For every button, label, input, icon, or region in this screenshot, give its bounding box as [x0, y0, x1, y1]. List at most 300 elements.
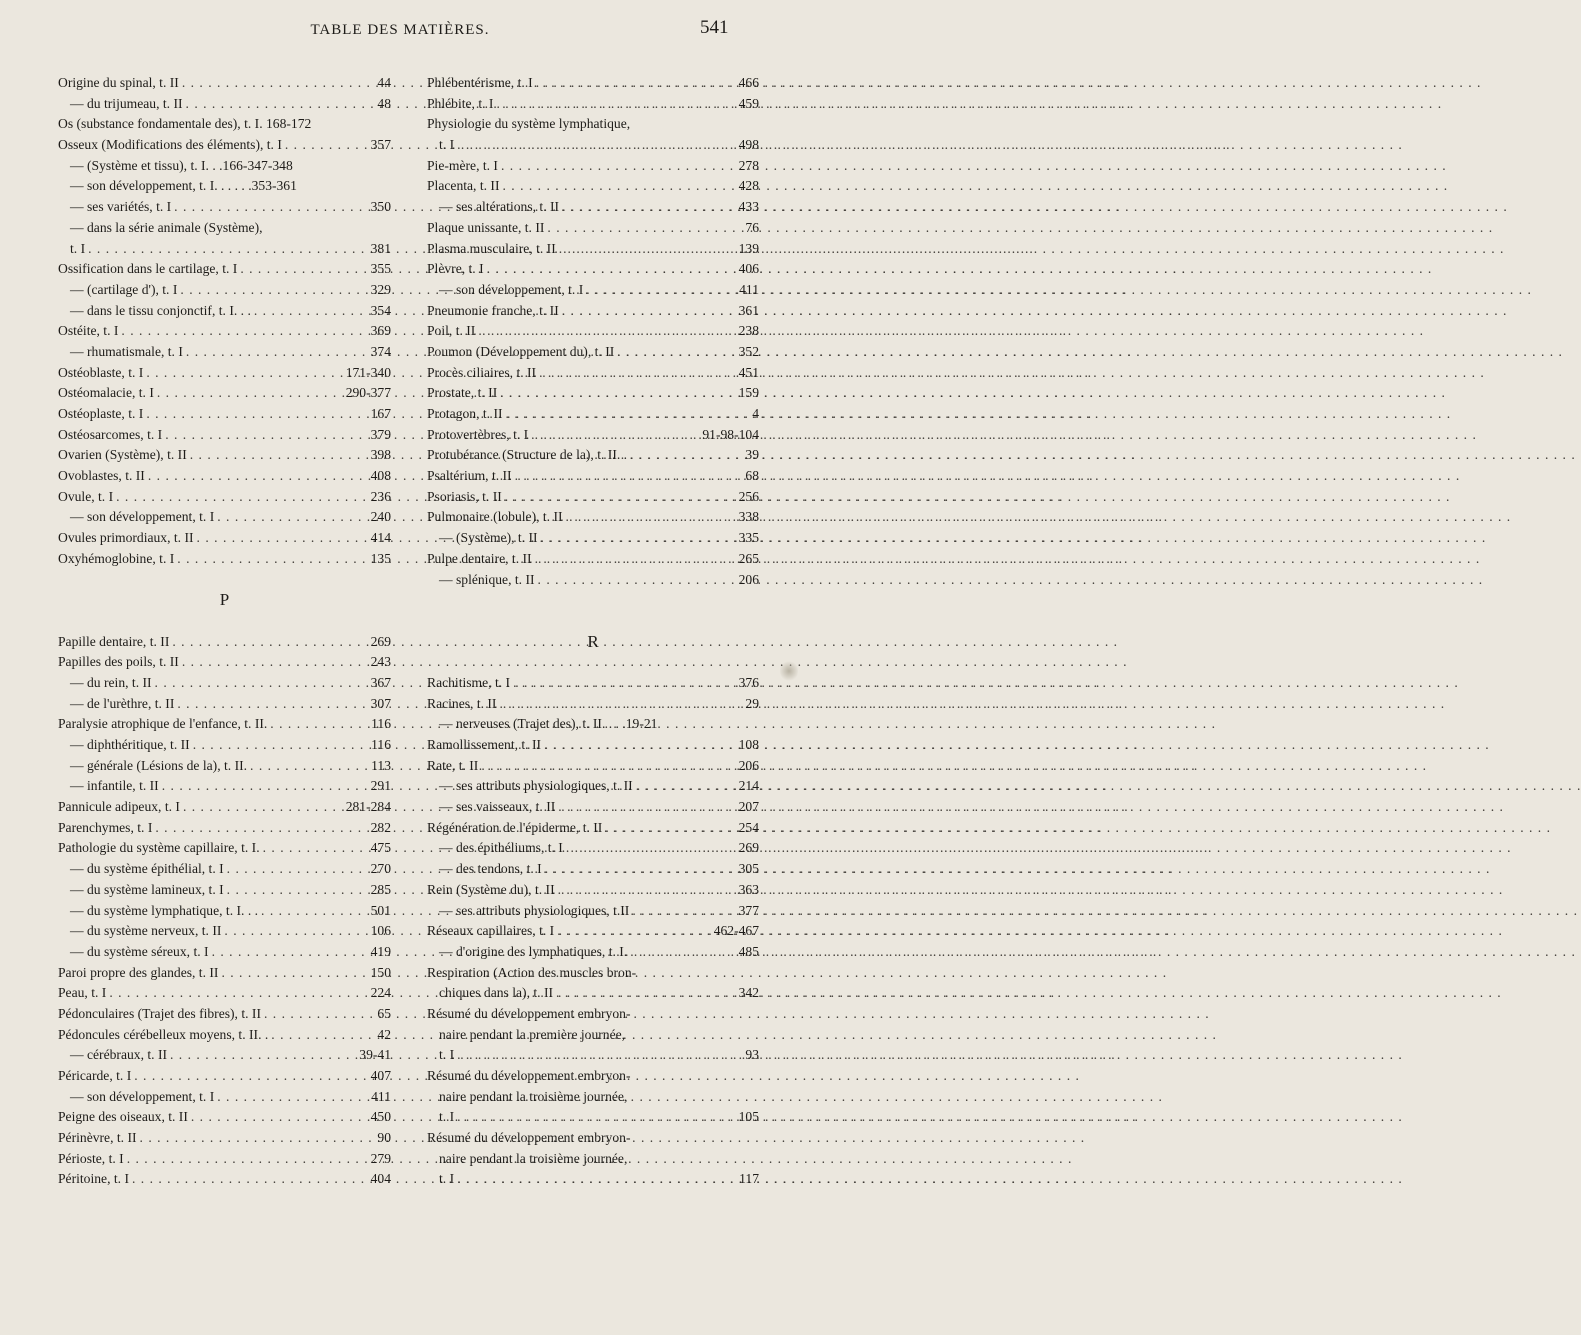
entry-text: Poil, t. II	[427, 323, 476, 339]
dot-leader	[605, 818, 735, 839]
dot-leader	[513, 673, 736, 694]
index-column-left	[58, 73, 391, 1190]
index-entry	[427, 756, 759, 777]
dot-leader	[116, 487, 367, 508]
dot-leader	[221, 963, 367, 984]
dot-leader	[539, 363, 736, 384]
index-entry	[58, 1149, 391, 1170]
spacer	[427, 590, 759, 611]
index-entry	[427, 1169, 759, 1190]
dot-leader	[457, 1045, 742, 1066]
dot-leader	[270, 714, 368, 735]
dot-leader	[505, 487, 736, 508]
entry-text: — des tendons, t. I	[439, 861, 542, 877]
dot-leader	[240, 259, 367, 280]
index-entry	[427, 259, 759, 280]
entry-text: — du trijumeau, t. II	[70, 95, 183, 111]
entry-page: 411	[371, 1088, 391, 1104]
index-entry	[58, 880, 391, 901]
dot-leader	[127, 1149, 368, 1170]
entry-page: 342	[738, 985, 759, 1001]
index-entry	[58, 425, 391, 446]
entry-page: 240	[370, 509, 391, 525]
dot-leader	[457, 135, 736, 156]
entry-page: 329	[370, 281, 391, 297]
entry-page: 350	[370, 199, 391, 215]
entry-page: 338	[738, 509, 759, 525]
entry-page: 407	[370, 1068, 391, 1083]
index-entry	[427, 135, 759, 156]
entry-text: — ses altérations, t. II	[439, 199, 560, 215]
entry-page: 408	[370, 468, 391, 484]
index-entry	[58, 528, 391, 549]
dot-leader	[487, 259, 736, 280]
dot-leader	[531, 425, 699, 446]
entry-page: 381	[370, 240, 391, 256]
index-entry	[427, 1107, 759, 1128]
section-letter: P	[219, 590, 230, 610]
dot-leader	[217, 1087, 368, 1108]
dot-leader	[617, 342, 735, 363]
entry-text: Rein (Système du), t. II	[427, 881, 555, 897]
entry-page: 117	[739, 1171, 759, 1187]
entry-text: — dans la série animale (Système),	[70, 219, 263, 235]
index-entry	[427, 549, 759, 570]
dot-leader	[481, 756, 735, 777]
dot-leader	[182, 652, 368, 673]
entry-page: 398	[370, 447, 391, 463]
dot-leader	[457, 1169, 736, 1190]
entry-text: — son développement, t. I	[70, 509, 215, 525]
entry-text: chiques dans la), t. II	[439, 985, 554, 1001]
index-entry	[427, 94, 759, 115]
entry-text: — du système lymphatique, t. I. . .	[70, 902, 259, 918]
entry-page: 406	[738, 261, 759, 277]
dot-leader	[544, 735, 736, 756]
index-entry	[427, 156, 759, 177]
dot-leader	[499, 694, 742, 715]
dot-leader	[193, 735, 368, 756]
entry-text: — générale (Lésions de la), t. II.	[70, 757, 248, 773]
dot-leader	[559, 239, 736, 260]
entry-page: 48	[377, 95, 391, 111]
index-entry	[427, 714, 759, 735]
entry-page: 355	[370, 261, 391, 277]
entry-text: Pannicule adipeux, t. I	[58, 799, 180, 815]
index-entry	[58, 301, 391, 322]
index-entry	[58, 1004, 391, 1025]
dot-leader	[558, 797, 735, 818]
dot-leader	[146, 363, 342, 384]
index-entry	[58, 156, 391, 177]
entry-page: 451	[738, 364, 759, 380]
entry-page: 352	[738, 343, 759, 359]
index-entry	[58, 859, 391, 880]
index-entry	[427, 963, 759, 984]
dot-leader	[190, 445, 368, 466]
spacer	[58, 570, 391, 591]
entry-text: — cérébraux, t. II	[70, 1047, 167, 1063]
dot-leader	[183, 797, 343, 818]
entry-text: Péricarde, t. I	[58, 1068, 132, 1083]
index-entry	[427, 859, 759, 880]
entry-text: Racines, t. II	[427, 695, 497, 711]
entry-text: Pédoncules cérébelleux moyens, t. II. .	[58, 1026, 269, 1042]
index-entry	[427, 673, 759, 694]
entry-page: 4	[752, 406, 759, 421]
entry-text: t. I	[70, 240, 86, 256]
entry-text: — ses attributs physiologiques, t.II	[439, 902, 630, 918]
entry-text: Périoste, t. I	[58, 1150, 124, 1166]
index-entry	[427, 507, 759, 528]
entry-page: 90	[377, 1130, 391, 1146]
dot-leader	[180, 280, 367, 301]
dot-leader	[121, 321, 367, 342]
entry-text: — ses vaisseaux, t. II	[439, 799, 556, 815]
entry-text: — ses variétés, t. I	[70, 199, 172, 215]
entry-page: 501	[370, 902, 391, 918]
entry-text: Papilles des poils, t. II	[58, 654, 179, 670]
index-entry	[58, 259, 391, 280]
dot-leader	[556, 983, 736, 1004]
entry-text: Ovules primordiaux, t. II	[58, 530, 194, 546]
entry-page: 256	[738, 488, 759, 504]
entry-page: 462-467	[713, 923, 759, 939]
entry-text: naire pendant la troisième journée,	[439, 1088, 628, 1104]
index-entry	[427, 528, 759, 549]
entry-text: Résumé du développement embryon-	[427, 1130, 631, 1146]
dot-leader	[501, 156, 736, 177]
page-number: 541	[700, 17, 729, 38]
dot-leader	[558, 880, 736, 901]
index-entry	[58, 114, 391, 135]
entry-page: 305	[738, 861, 759, 877]
index-entry	[58, 549, 391, 570]
entry-page: 404	[370, 1171, 391, 1187]
entry-text: Parenchymes, t. I	[58, 819, 153, 835]
entry-text: — ses attributs physiologiques, t. II	[439, 778, 633, 794]
index-entry	[58, 632, 391, 653]
entry-page: 376	[738, 674, 759, 690]
entry-page: 485	[738, 943, 759, 959]
index-entry	[58, 1128, 391, 1149]
entry-text: — du système épithélial, t. I	[70, 861, 224, 877]
entry-text: t. I	[439, 137, 455, 153]
dot-leader	[506, 404, 750, 425]
index-entry	[58, 673, 391, 694]
paper-stain	[780, 660, 798, 682]
dot-leader	[212, 942, 368, 963]
entry-text: Procès ciliaires, t. II	[427, 364, 537, 380]
entry-page: 428	[738, 178, 759, 194]
entry-page: 76	[745, 219, 759, 235]
dot-leader	[254, 301, 368, 322]
entry-page: 354	[370, 302, 391, 318]
index-entry	[58, 383, 391, 404]
index-entry	[427, 114, 759, 135]
entry-text: Ramollissement, t. II	[427, 737, 542, 752]
entry-page: 363	[738, 881, 759, 897]
entry-text: Respiration (Action des muscles bron-	[427, 964, 637, 980]
entry-page: 450	[370, 1109, 391, 1125]
entry-text: — (Système et tissu), t. I. . .166-347-348	[70, 157, 293, 173]
index-entry	[58, 239, 391, 260]
index-entry	[427, 818, 759, 839]
entry-text: — son développement, t. I. . . . . .353-361	[70, 178, 297, 194]
entry-text: t. I	[439, 1171, 455, 1187]
entry-page: 269	[738, 840, 759, 856]
entry-page: 411	[739, 281, 759, 297]
entry-text: — des épithéliums, t. I	[439, 840, 563, 856]
index-entry	[427, 197, 759, 218]
index-entry	[58, 983, 391, 1004]
entry-page: 290-377	[345, 385, 391, 401]
entry-text: Rate, t. II	[427, 757, 479, 773]
entry-text: Rachitisme, t. I	[427, 674, 511, 690]
index-entry	[58, 756, 391, 777]
entry-page: 206	[738, 757, 759, 773]
index-entry	[427, 218, 759, 239]
entry-page: 281-284	[345, 799, 391, 815]
dot-leader	[157, 383, 343, 404]
dot-leader	[155, 818, 367, 839]
dot-leader	[562, 301, 736, 322]
index-entry	[58, 135, 391, 156]
index-entry	[427, 735, 759, 756]
entry-page: 167	[370, 406, 391, 421]
entry-page: 113	[371, 757, 391, 773]
entry-page: 159	[738, 385, 759, 401]
index-entry	[58, 714, 391, 735]
index-entry	[427, 1087, 759, 1108]
entry-text: — splénique, t. II	[439, 571, 535, 587]
index-entry	[427, 239, 759, 260]
dot-leader	[177, 549, 367, 570]
dot-leader	[155, 673, 368, 694]
dot-leader	[134, 1066, 367, 1087]
entry-page: 357	[370, 137, 391, 153]
index-entry	[58, 652, 391, 673]
entry-page: 238	[738, 323, 759, 339]
index-entry	[58, 218, 391, 239]
entry-text: Origine du spinal, t. II	[58, 75, 179, 90]
index-entry	[58, 445, 391, 466]
index-entry	[427, 342, 759, 363]
entry-page: 206	[738, 571, 759, 587]
index-entry	[427, 838, 759, 859]
entry-text: Régénération de l'épiderme, t. II	[427, 819, 603, 835]
dot-leader	[515, 466, 743, 487]
index-entry	[58, 1045, 391, 1066]
index-entry	[58, 404, 391, 425]
dot-leader	[562, 197, 736, 218]
entry-text: Oxyhémoglobine, t. I	[58, 550, 175, 566]
spacer	[427, 652, 759, 673]
index-entry	[427, 176, 759, 197]
entry-page: 39-41	[359, 1047, 391, 1063]
entry-page: 361	[738, 302, 759, 318]
running-header: TABLE DES MATIÈRES.	[310, 22, 490, 38]
index-entry	[427, 425, 759, 446]
dot-leader	[227, 859, 368, 880]
entry-text: — nerveuses (Trajet des), t. II. . . .19-21	[439, 716, 658, 732]
entry-text: t. I	[439, 1109, 455, 1125]
index-entry	[427, 404, 759, 425]
dot-leader	[109, 983, 367, 1004]
entry-text: Pneumonie franche, t. II	[427, 302, 559, 318]
index-entry	[427, 776, 759, 797]
entry-page: 374	[370, 343, 391, 359]
entry-page: 93	[745, 1047, 759, 1063]
dot-leader	[261, 901, 368, 922]
dot-leader	[165, 425, 367, 446]
index-entry	[427, 1066, 759, 1087]
entry-page: 116	[371, 737, 391, 752]
entry-page: 224	[370, 985, 391, 1001]
entry-text: Réseaux capillaires, t. I	[427, 923, 555, 939]
entry-text: Plèvre, t. I	[427, 261, 484, 277]
index-entry	[427, 1128, 759, 1149]
entry-page: 377	[738, 902, 759, 918]
dot-leader	[263, 838, 368, 859]
entry-text: Ostéite, t. I	[58, 323, 119, 339]
index-entry	[427, 280, 759, 301]
entry-text: Protagon, t. II	[427, 406, 503, 421]
dot-leader	[496, 94, 735, 115]
entry-page: 68	[745, 468, 759, 484]
entry-text: Pédonculaires (Trajet des fibres), t. II	[58, 1005, 261, 1021]
index-entry	[427, 570, 759, 591]
index-entry	[58, 487, 391, 508]
entry-page: 65	[377, 1005, 391, 1021]
entry-text: — son développement, t. I	[70, 1088, 215, 1104]
index-entry	[58, 694, 391, 715]
index-entry	[58, 797, 391, 818]
entry-text: Ossification dans le cartilage, t. I	[58, 261, 238, 277]
spacer	[58, 611, 391, 632]
index-entry	[58, 1025, 391, 1046]
index-entry	[58, 363, 391, 384]
index-entry	[427, 942, 759, 963]
entry-page: 307	[370, 695, 391, 711]
entry-page: 116	[371, 716, 391, 732]
entry-page: 379	[370, 426, 391, 442]
entry-text: Poumon (Développement du), t. II	[427, 343, 615, 359]
entry-text: t. I	[439, 1047, 455, 1063]
entry-page: 419	[370, 943, 391, 959]
entry-text: Placenta, t. II	[427, 178, 500, 194]
entry-page: 285	[370, 881, 391, 897]
dot-leader	[478, 321, 735, 342]
entry-page: 335	[738, 530, 759, 546]
entry-page: 139	[738, 240, 759, 256]
entry-text: — du système lamineux, t. I	[70, 881, 224, 897]
index-entry	[427, 445, 759, 466]
entry-page: 433	[738, 199, 759, 215]
dot-leader	[250, 756, 368, 777]
entry-page: 106	[370, 923, 391, 939]
index-entry	[58, 942, 391, 963]
index-entry	[427, 1149, 759, 1170]
entry-text: Pulmonaire (lobule), t. II	[427, 509, 563, 525]
entry-page: 278	[738, 157, 759, 173]
index-entry	[58, 342, 391, 363]
dot-leader	[632, 901, 735, 922]
entry-text: — du système nerveux, t. II	[70, 923, 222, 939]
dot-leader	[162, 776, 368, 797]
entry-page: 243	[370, 654, 391, 670]
entry-page: 270	[370, 861, 391, 877]
entry-page: 282	[370, 819, 391, 835]
index-entry	[58, 921, 391, 942]
entry-text: — rhumatismale, t. I	[70, 343, 183, 359]
entry-text: Résumé du développement embryon-	[427, 1068, 631, 1083]
index-entry	[427, 363, 759, 384]
dot-leader	[636, 776, 736, 797]
index-entry	[427, 301, 759, 322]
entry-text: Protubérance (Structure de la), t. II. .	[427, 447, 628, 463]
entry-page: 42	[377, 1026, 391, 1042]
dot-leader	[170, 1045, 356, 1066]
dot-leader	[224, 921, 367, 942]
dot-leader	[191, 1107, 368, 1128]
index-entry	[58, 838, 391, 859]
index-entry	[58, 735, 391, 756]
dot-leader	[557, 921, 710, 942]
index-entry	[427, 487, 759, 508]
index-entry	[58, 1169, 391, 1190]
dot-leader	[227, 880, 368, 901]
entry-page: 91-98-104	[702, 426, 759, 442]
dot-leader	[541, 528, 736, 549]
entry-text: Prostate, t. II	[427, 385, 498, 401]
entry-text: — d'origine des lymphatiques, t. I.	[439, 943, 628, 959]
entry-page: 29	[745, 695, 759, 711]
entry-page: 498	[738, 137, 759, 153]
index-entry	[427, 383, 759, 404]
entry-text: Phlébite, t. I	[427, 95, 494, 111]
index-entry	[58, 507, 391, 528]
entry-text: Paroi propre des glandes, t. II	[58, 964, 219, 980]
entry-text: Ovule, t. I	[58, 488, 114, 504]
dot-leader	[132, 1169, 368, 1190]
dot-leader	[457, 1107, 736, 1128]
dot-leader	[502, 176, 735, 197]
entry-page: 265	[738, 550, 759, 566]
entry-text: Plasma musculaire, t. II	[427, 240, 556, 256]
dot-leader	[146, 404, 367, 425]
entry-text: Pulpe dentaire, t. II	[427, 550, 532, 566]
entry-text: naire pendant la première journée,	[439, 1026, 626, 1042]
entry-text: — infantile, t. II	[70, 778, 159, 794]
entry-text: Psaltérium, t. II	[427, 468, 512, 484]
entry-page: 254	[738, 819, 759, 835]
entry-text: Phlébentérisme, t. I	[427, 75, 533, 90]
index-entry	[427, 321, 759, 342]
entry-text: Paralysie atrophique de l'enfance, t. II.	[58, 716, 268, 732]
entry-text: Ovarien (Système), t. II	[58, 447, 187, 463]
entry-text: — de l'urèthre, t. II	[70, 695, 175, 711]
index-entry	[427, 1045, 759, 1066]
entry-text: Ostéoplaste, t. I	[58, 406, 144, 421]
entry-text: Plaque unissante, t. II	[427, 219, 545, 235]
entry-text: Ostéosarcomes, t. I	[58, 426, 163, 442]
index-entry	[427, 1004, 759, 1025]
section-letter: R	[587, 631, 599, 651]
dot-leader	[264, 1004, 374, 1025]
entry-text: — (Système), t. II	[439, 530, 538, 546]
entry-page: 214	[738, 778, 759, 794]
